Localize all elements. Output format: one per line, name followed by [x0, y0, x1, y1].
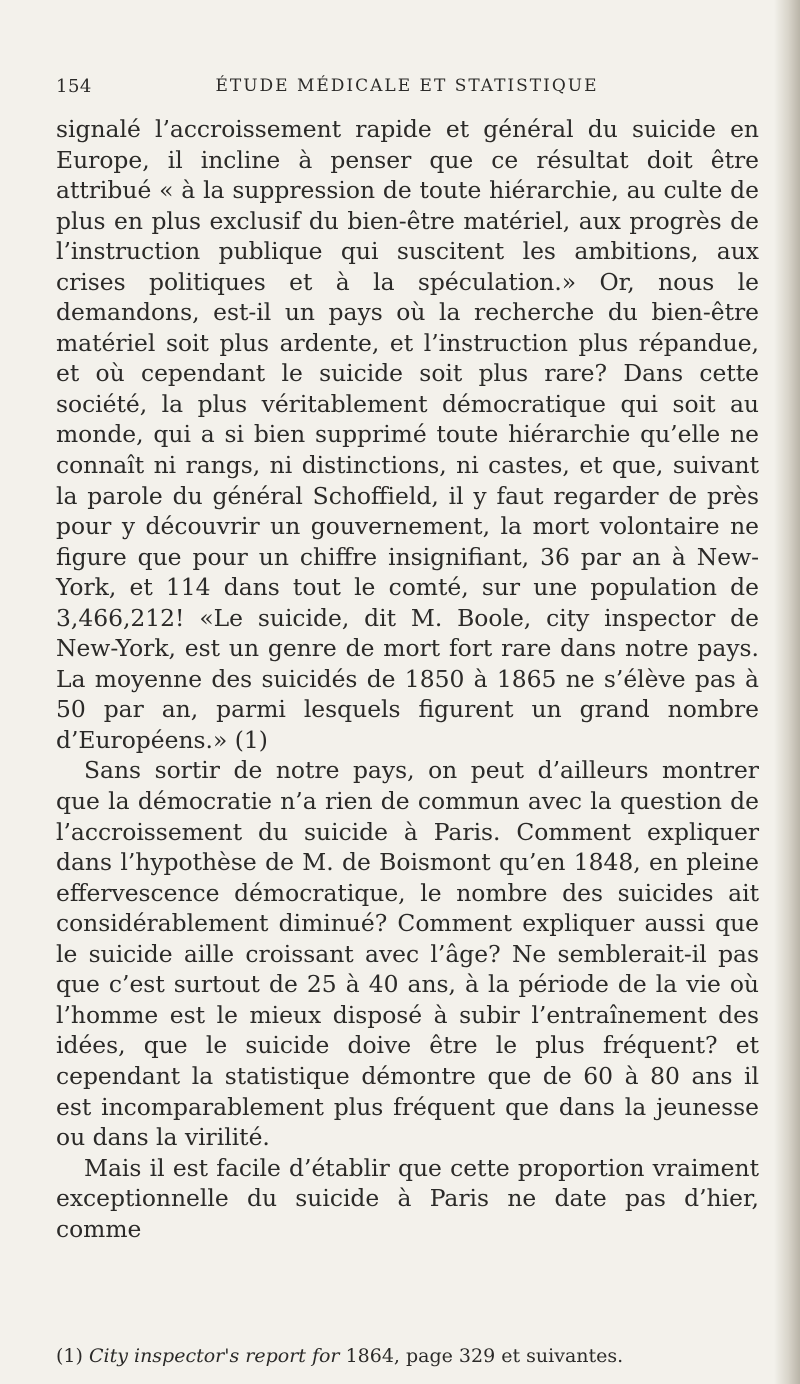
paragraph-exceptional-proportion: Mais il est facile d’établir que cette proportion vraiment exceptionnelle du suicide à Paris ne date pas d’hier, comme	[56, 1153, 759, 1243]
footnote	[56, 1344, 759, 1368]
body-text	[56, 114, 759, 1244]
paragraph-paris-democracy: Sans sortir de notre pays, on peut d’ailleurs montrer que la démocratie n’a rien de commun avec la question de l’accroissement du suicide à Paris. Comment expliquer dans l’hypothèse de M. de Boismont qu’en 1848, en pleine effervescence démocratique, le nombre des suicides ait considérablement diminué? Comment expliquer aussi que le suicide aille croissant avec l’âge? Ne semblerait-il pas que c’est surtout de 25 à 40 ans, à la période de la vie où l’homme est le mieux disposé à subir l’entraînement des idées, que le suicide doive être le plus fréquent? et cependant la statistique démontre que de 60 à 80 ans il est incomparablement plus fréquent que dans la jeunesse ou dans la virilité.	[56, 756, 759, 1152]
footnote-source-title: City inspector's report for	[88, 1345, 340, 1367]
page-number: 154	[56, 76, 92, 97]
paragraph-continuation: signalé l’accroissement rapide et général du suicide en Europe, il incline à penser que ce résultat doit être attribué « à la suppression de toute hiérarchie, au culte de plus en plus exclusif du bien-être matériel, aux progrès de l’instruction publique qui suscitent les ambitions, aux crises politiques et à la spéculation.» Or, nous le demandons, est-il un pays où la recherche du bien-être matériel soit plus ardente, et l’instruction plus répandue, et où cependant le suicide soit plus rare? Dans cette société, la plus véritablement démocratique qui soit au monde, qui a si bien supprimé toute hiérarchie qu’elle ne connaît ni rangs, ni distinctions, ni castes, et que, suivant la parole du général Schoffield, il y faut regarder de près pour y découvrir un gouvernement, la mort volontaire ne figure que pour un chiffre insignifiant, 36 par an à New-York, et 114 dans tout le comté, sur une population de 3,466,212! «Le suicide, dit M. Boole, city inspector de New-York, est un genre de mort fort rare dans notre pays. La moyenne des suicidés de 1850 à 1865 ne s’élève pas à 50 par an, parmi lesquels figurent un grand nombre d’Européens.» (1)	[56, 115, 759, 754]
footnote-marker: (1)	[56, 1345, 83, 1367]
page-header	[56, 76, 758, 102]
footnote-source-details: 1864, page 329 et suivantes.	[345, 1345, 624, 1367]
page-edge-shadow	[774, 0, 800, 1384]
running-title: ÉTUDE MÉDICALE ET STATISTIQUE	[215, 76, 599, 96]
